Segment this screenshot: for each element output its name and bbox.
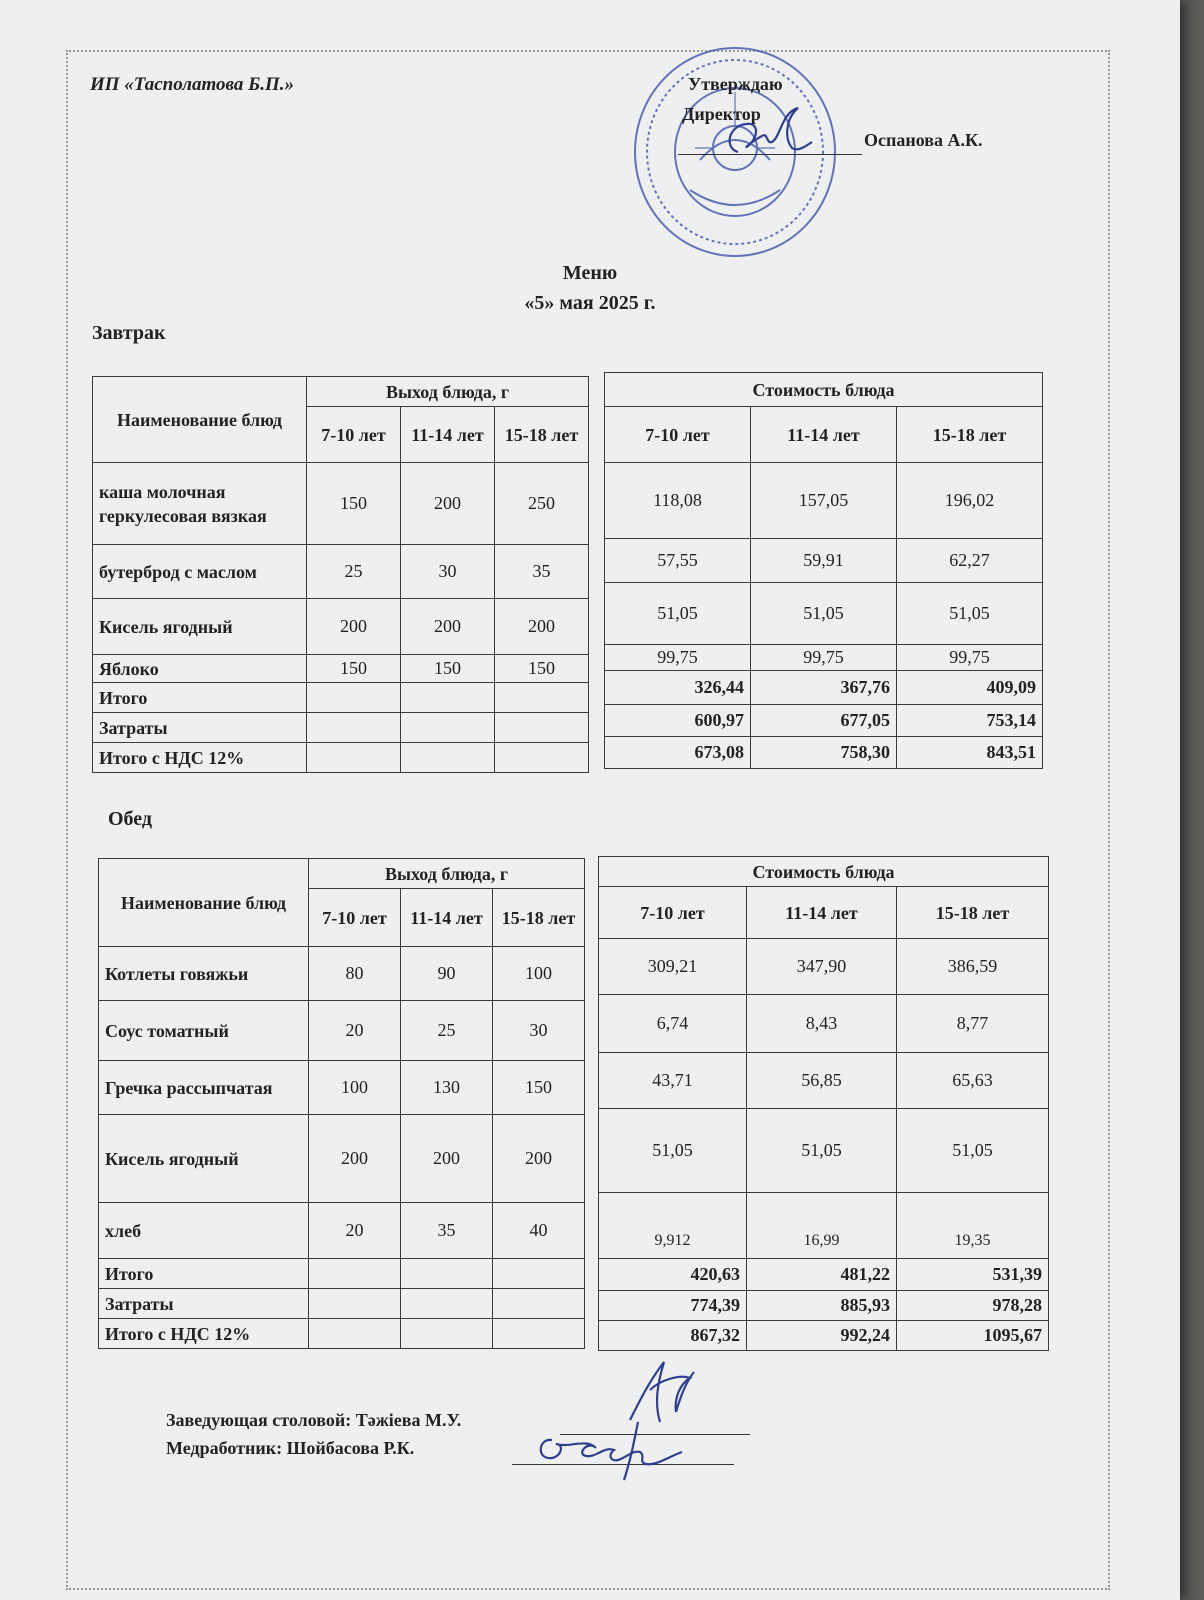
expenses-value: 677,05 — [751, 705, 897, 737]
table-row — [599, 1109, 1049, 1193]
total-value: 481,22 — [747, 1259, 897, 1291]
expenses-value: 774,39 — [599, 1291, 747, 1321]
yield-header: Выход блюда, г — [309, 859, 585, 889]
empty-cell — [307, 683, 401, 713]
total-row — [599, 1259, 1049, 1291]
yield-value: 20 — [309, 1001, 401, 1061]
cost-value: 56,85 — [747, 1053, 897, 1109]
cost-value: 65,63 — [897, 1053, 1049, 1109]
table-row — [99, 1203, 585, 1259]
yield-value: 150 — [495, 655, 589, 683]
age-header: 11-14 лет — [747, 887, 897, 939]
organization-name: ИП «Тасполатова Б.П.» — [90, 74, 294, 95]
lunch-yield-table — [98, 858, 585, 1349]
vat-total-row — [605, 737, 1043, 769]
yield-value: 200 — [495, 599, 589, 655]
yield-value: 25 — [307, 545, 401, 599]
dish-name: Кисель ягодный — [93, 599, 307, 655]
cost-value: 347,90 — [747, 939, 897, 995]
vat-total-label: Итого с НДС 12% — [93, 743, 307, 773]
expenses-label: Затраты — [93, 713, 307, 743]
yield-value: 200 — [309, 1115, 401, 1203]
total-row — [99, 1259, 585, 1289]
expenses-row — [99, 1289, 585, 1319]
dish-name: Гречка рассыпчатая — [99, 1061, 309, 1115]
director-name: Оспанова А.К. — [864, 130, 983, 150]
dish-name: бутерброд с маслом — [93, 545, 307, 599]
yield-value: 40 — [493, 1203, 585, 1259]
empty-cell — [495, 683, 589, 713]
table-row — [99, 1061, 585, 1115]
medic-signature — [530, 1418, 710, 1484]
cost-value: 51,05 — [897, 583, 1043, 645]
empty-cell — [309, 1259, 401, 1289]
empty-cell — [401, 683, 495, 713]
approve-label: Утверждаю — [688, 74, 783, 94]
cost-value: 43,71 — [599, 1053, 747, 1109]
empty-cell — [309, 1289, 401, 1319]
yield-value: 100 — [493, 947, 585, 1001]
total-value: 409,09 — [897, 671, 1043, 705]
table-row — [605, 539, 1043, 583]
age-header: 7-10 лет — [309, 889, 401, 947]
yield-value: 200 — [307, 599, 401, 655]
table-row — [93, 463, 589, 545]
cost-value: 99,75 — [605, 645, 751, 671]
dish-name: Соус томатный — [99, 1001, 309, 1061]
empty-cell — [401, 713, 495, 743]
yield-value: 150 — [401, 655, 495, 683]
vat-total-value: 843,51 — [897, 737, 1043, 769]
cost-value: 59,91 — [751, 539, 897, 583]
total-value: 367,76 — [751, 671, 897, 705]
yield-header: Выход блюда, г — [307, 377, 589, 407]
canteen-head: Заведующая столовой: Тәжіева М.У. — [166, 1410, 462, 1430]
yield-value: 150 — [307, 463, 401, 545]
expenses-row — [599, 1291, 1049, 1321]
vat-total-value: 758,30 — [751, 737, 897, 769]
table-row — [605, 463, 1043, 539]
cost-value: 19,35 — [897, 1193, 1049, 1259]
table-row — [599, 939, 1049, 995]
cost-value: 157,05 — [751, 463, 897, 539]
expenses-value: 885,93 — [747, 1291, 897, 1321]
vat-total-value: 867,32 — [599, 1321, 747, 1351]
table-row — [99, 1115, 585, 1203]
table-row — [599, 995, 1049, 1053]
table-row — [599, 1193, 1049, 1259]
dish-name: Кисель ягодный — [99, 1115, 309, 1203]
total-row — [93, 683, 589, 713]
cost-value: 51,05 — [605, 583, 751, 645]
table-row — [93, 599, 589, 655]
empty-cell — [401, 1259, 493, 1289]
empty-cell — [495, 743, 589, 773]
empty-cell — [309, 1319, 401, 1349]
breakfast-cost-table — [604, 372, 1043, 769]
yield-value: 35 — [495, 545, 589, 599]
cost-value: 99,75 — [897, 645, 1043, 671]
vat-total-value: 673,08 — [605, 737, 751, 769]
age-header: 15-18 лет — [897, 887, 1049, 939]
table-row — [99, 947, 585, 1001]
total-row — [605, 671, 1043, 705]
age-header: 15-18 лет — [897, 407, 1043, 463]
cost-value: 8,77 — [897, 995, 1049, 1053]
empty-cell — [307, 743, 401, 773]
yield-value: 80 — [309, 947, 401, 1001]
cost-value: 51,05 — [751, 583, 897, 645]
cost-value: 386,59 — [897, 939, 1049, 995]
yield-value: 250 — [495, 463, 589, 545]
age-header: 15-18 лет — [495, 407, 589, 463]
empty-cell — [493, 1289, 585, 1319]
dish-name-header: Наименование блюд — [93, 377, 307, 463]
yield-value: 200 — [401, 599, 495, 655]
yield-value: 130 — [401, 1061, 493, 1115]
total-label: Итого — [99, 1259, 309, 1289]
table-row — [605, 583, 1043, 645]
expenses-row — [605, 705, 1043, 737]
cost-value: 51,05 — [897, 1109, 1049, 1193]
menu-title: Меню — [562, 262, 618, 284]
cost-header: Стоимость блюда — [605, 373, 1043, 407]
empty-cell — [493, 1259, 585, 1289]
yield-value: 35 — [401, 1203, 493, 1259]
vat-total-row — [93, 743, 589, 773]
cost-value: 51,05 — [599, 1109, 747, 1193]
expenses-value: 753,14 — [897, 705, 1043, 737]
empty-cell — [401, 1319, 493, 1349]
table-row — [605, 645, 1043, 671]
yield-value: 200 — [401, 463, 495, 545]
total-value: 531,39 — [897, 1259, 1049, 1291]
dish-name: Котлеты говяжьи — [99, 947, 309, 1001]
breakfast-yield-table — [92, 376, 589, 773]
cost-value: 196,02 — [897, 463, 1043, 539]
lunch-cost-table — [598, 856, 1049, 1351]
empty-cell — [401, 1289, 493, 1319]
expenses-value: 978,28 — [897, 1291, 1049, 1321]
menu-date: «5» мая 2025 г. — [524, 292, 656, 314]
cost-value: 8,43 — [747, 995, 897, 1053]
cost-value: 16,99 — [747, 1193, 897, 1259]
age-header: 7-10 лет — [605, 407, 751, 463]
medic: Медработник: Шойбасова Р.К. — [166, 1438, 415, 1458]
cost-header: Стоимость блюда — [599, 857, 1049, 887]
age-header: 15-18 лет — [493, 889, 585, 947]
age-header: 7-10 лет — [599, 887, 747, 939]
yield-value: 200 — [401, 1115, 493, 1203]
empty-cell — [401, 743, 495, 773]
lunch-heading: Обед — [108, 808, 153, 830]
table-row — [93, 655, 589, 683]
yield-value: 150 — [493, 1061, 585, 1115]
yield-value: 100 — [309, 1061, 401, 1115]
age-header: 7-10 лет — [307, 407, 401, 463]
vat-total-value: 992,24 — [747, 1321, 897, 1351]
vat-total-row — [99, 1319, 585, 1349]
age-header: 11-14 лет — [401, 407, 495, 463]
vat-total-label: Итого с НДС 12% — [99, 1319, 309, 1349]
yield-value: 20 — [309, 1203, 401, 1259]
yield-value: 90 — [401, 947, 493, 1001]
dish-name-header: Наименование блюд — [99, 859, 309, 947]
age-header: 11-14 лет — [751, 407, 897, 463]
director-label: Директор — [682, 104, 761, 124]
table-row — [93, 545, 589, 599]
empty-cell — [493, 1319, 585, 1349]
empty-cell — [307, 713, 401, 743]
cost-value: 6,74 — [599, 995, 747, 1053]
table-row — [99, 1001, 585, 1061]
expenses-value: 600,97 — [605, 705, 751, 737]
yield-value: 30 — [401, 545, 495, 599]
cost-value: 57,55 — [605, 539, 751, 583]
dish-name: Яблоко — [93, 655, 307, 683]
age-header: 11-14 лет — [401, 889, 493, 947]
total-value: 420,63 — [599, 1259, 747, 1291]
cost-value: 51,05 — [747, 1109, 897, 1193]
vat-total-value: 1095,67 — [897, 1321, 1049, 1351]
director-signature — [716, 108, 826, 164]
total-value: 326,44 — [605, 671, 751, 705]
total-label: Итого — [93, 683, 307, 713]
cost-value: 62,27 — [897, 539, 1043, 583]
yield-value: 25 — [401, 1001, 493, 1061]
empty-cell — [495, 713, 589, 743]
vat-total-row — [599, 1321, 1049, 1351]
cost-value: 309,21 — [599, 939, 747, 995]
yield-value: 200 — [493, 1115, 585, 1203]
yield-value: 150 — [307, 655, 401, 683]
cost-value: 9,912 — [599, 1193, 747, 1259]
cost-value: 99,75 — [751, 645, 897, 671]
dish-name: каша молочная геркулесовая вязкая — [93, 463, 307, 545]
dish-name: хлеб — [99, 1203, 309, 1259]
breakfast-heading: Завтрак — [92, 322, 166, 344]
yield-value: 30 — [493, 1001, 585, 1061]
cost-value: 118,08 — [605, 463, 751, 539]
expenses-label: Затраты — [99, 1289, 309, 1319]
expenses-row — [93, 713, 589, 743]
table-row — [599, 1053, 1049, 1109]
